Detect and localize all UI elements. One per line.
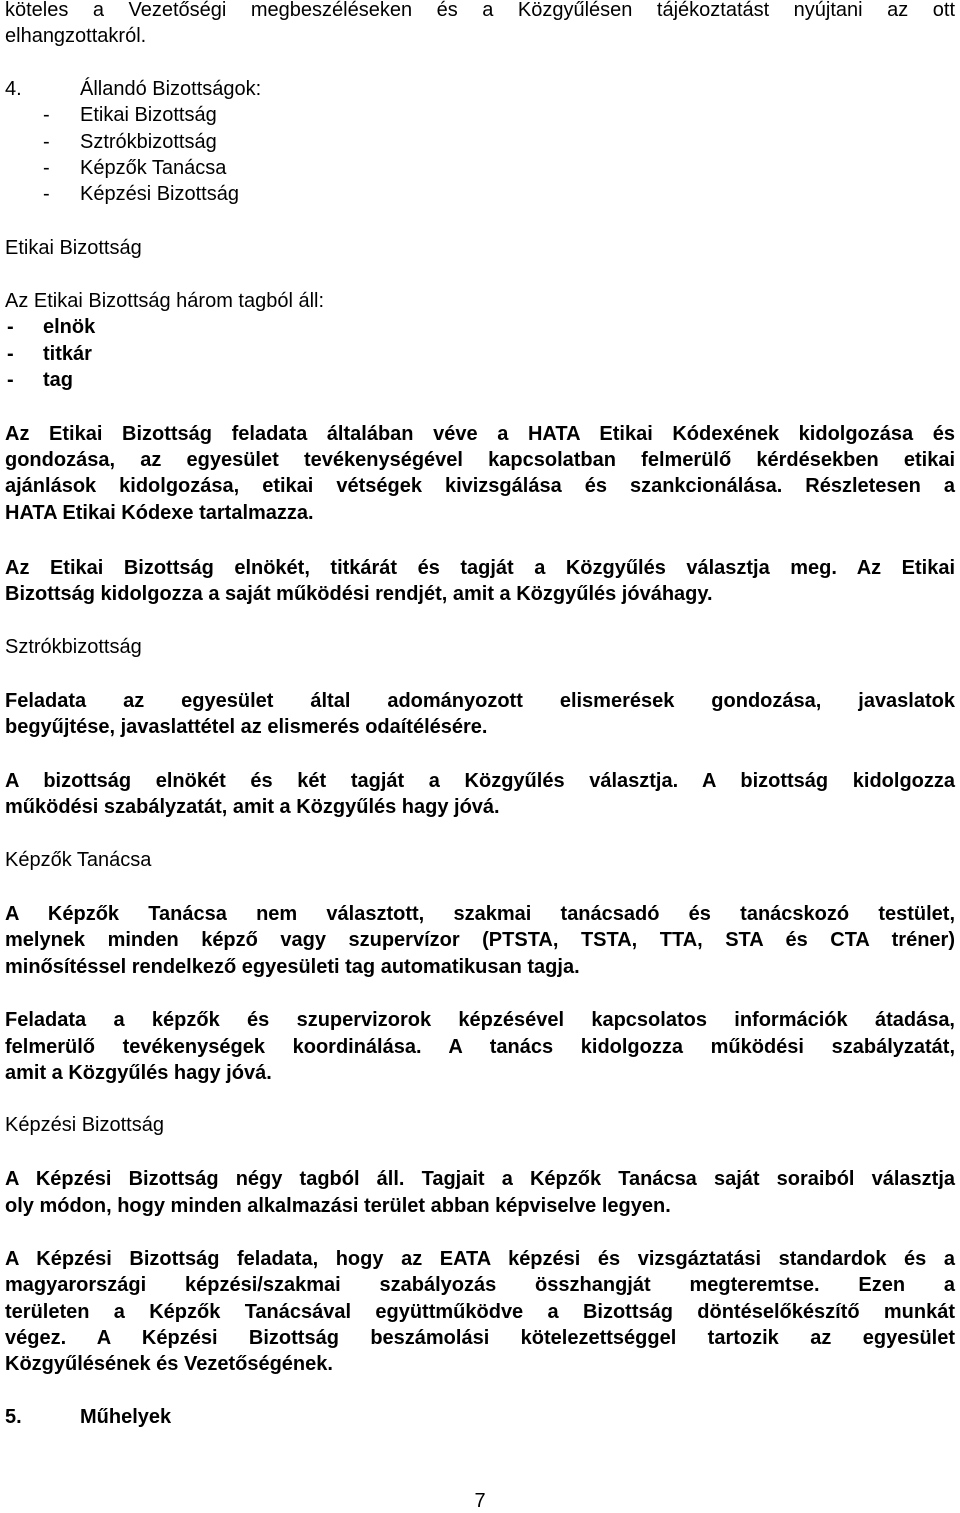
member-list-item: titkár (43, 343, 92, 365)
committee-list-item: Sztrókbizottság (80, 131, 217, 153)
section-4-title: Állandó Bizottságok: (80, 78, 262, 100)
committee-list-item: Képzők Tanácsa (80, 157, 227, 179)
etikai-heading: Etikai Bizottság (5, 237, 142, 259)
kepzesi-heading: Képzési Bizottság (5, 1114, 164, 1136)
section-5-title: Műhelyek (80, 1406, 172, 1428)
paragraph-line: Bizottság kidolgozza a saját működési rendjét, amit a Közgyűlés jóváhagy. (5, 583, 713, 605)
list-dash: - (43, 131, 50, 153)
member-list-item: tag (43, 369, 73, 391)
paragraph-line: Feladata a képzők és szupervizorok képzésével kapcsolatos információk átadása, (5, 1009, 955, 1031)
paragraph-line: minősítéssel rendelkező egyesületi tag automatikusan tagja. (5, 956, 580, 978)
paragraph-line: felmerülő tevékenységek koordinálása. A tanács kidolgozza működési szabályzatát, (5, 1036, 955, 1058)
intro-line-2: elhangzottakról. (5, 25, 147, 47)
etikai-members-intro: Az Etikai Bizottság három tagból áll: (5, 290, 325, 312)
paragraph-line: melynek minden képző vagy szupervízor (PTSTA, TSTA, TTA, STA és CTA tréner) (5, 929, 955, 951)
paragraph-line: A Képzők Tanácsa nem választott, szakmai tanácsadó és tanácskozó testület, (5, 903, 955, 925)
list-dash: - (43, 183, 50, 205)
paragraph-line: működési szabályzatát, amit a Közgyűlés hagy jóvá. (5, 796, 500, 818)
section-5-number: 5. (5, 1406, 22, 1428)
paragraph-line: területen a Képzők Tanácsával együttműködve a Bizottság döntéselőkészítő munkát (5, 1301, 955, 1323)
list-dash: - (7, 343, 14, 365)
paragraph-line: Közgyűlésének és Vezetőségének. (5, 1353, 333, 1375)
paragraph-line: Az Etikai Bizottság elnökét, titkárát és tagját a Közgyűlés választja meg. Az Etikai (5, 557, 955, 579)
paragraph-line: A bizottság elnökét és két tagját a Közgyűlés választja. A bizottság kidolgozza (5, 770, 955, 792)
intro-line-1: köteles a Vezetőségi megbeszéléseken és a Közgyűlésen tájékoztatást nyújtani az ott (5, 0, 955, 21)
paragraph-line: ajánlások kidolgozása, etikai vétségek kivizsgálása és szankcionálása. Részletesen a (5, 475, 955, 497)
section-4-number: 4. (5, 78, 22, 100)
paragraph-line: HATA Etikai Kódexe tartalmazza. (5, 502, 314, 524)
committee-list-item: Etikai Bizottság (80, 104, 217, 126)
list-dash: - (7, 369, 14, 391)
paragraph-line: amit a Közgyűlés hagy jóvá. (5, 1062, 272, 1084)
paragraph-line: Feladata az egyesület által adományozott elismerések gondozása, javaslatok (5, 690, 955, 712)
page-number: 7 (474, 1490, 486, 1512)
paragraph-line: gondozása, az egyesület tevékenységével kapcsolatban felmerülő kérdésekben etikai (5, 449, 955, 471)
list-dash: - (43, 104, 50, 126)
paragraph-line: végez. A Képzési Bizottság beszámolási kötelezettséggel tartozik az egyesület (5, 1327, 955, 1349)
paragraph-line: A Képzési Bizottság feladata, hogy az EATA képzési és vizsgáztatási standardok és a (5, 1248, 955, 1270)
committee-list-item: Képzési Bizottság (80, 183, 239, 205)
kepzok-heading: Képzők Tanácsa (5, 849, 152, 871)
paragraph-line: Az Etikai Bizottság feladata általában véve a HATA Etikai Kódexének kidolgozása és (5, 423, 955, 445)
paragraph-line: A Képzési Bizottság négy tagból áll. Tagjait a Képzők Tanácsa saját soraiból választja (5, 1168, 955, 1190)
member-list-item: elnök (43, 316, 96, 338)
list-dash: - (7, 316, 14, 338)
paragraph-line: magyarországi képzési/szakmai szabályozás összhangját megteremtse. Ezen a (5, 1274, 955, 1296)
sztrok-heading: Sztrókbizottság (5, 636, 142, 658)
paragraph-line: oly módon, hogy minden alkalmazási terület abban képviselve legyen. (5, 1195, 671, 1217)
list-dash: - (43, 157, 50, 179)
paragraph-line: begyűjtése, javaslattétel az elismerés odaítélésére. (5, 716, 488, 738)
